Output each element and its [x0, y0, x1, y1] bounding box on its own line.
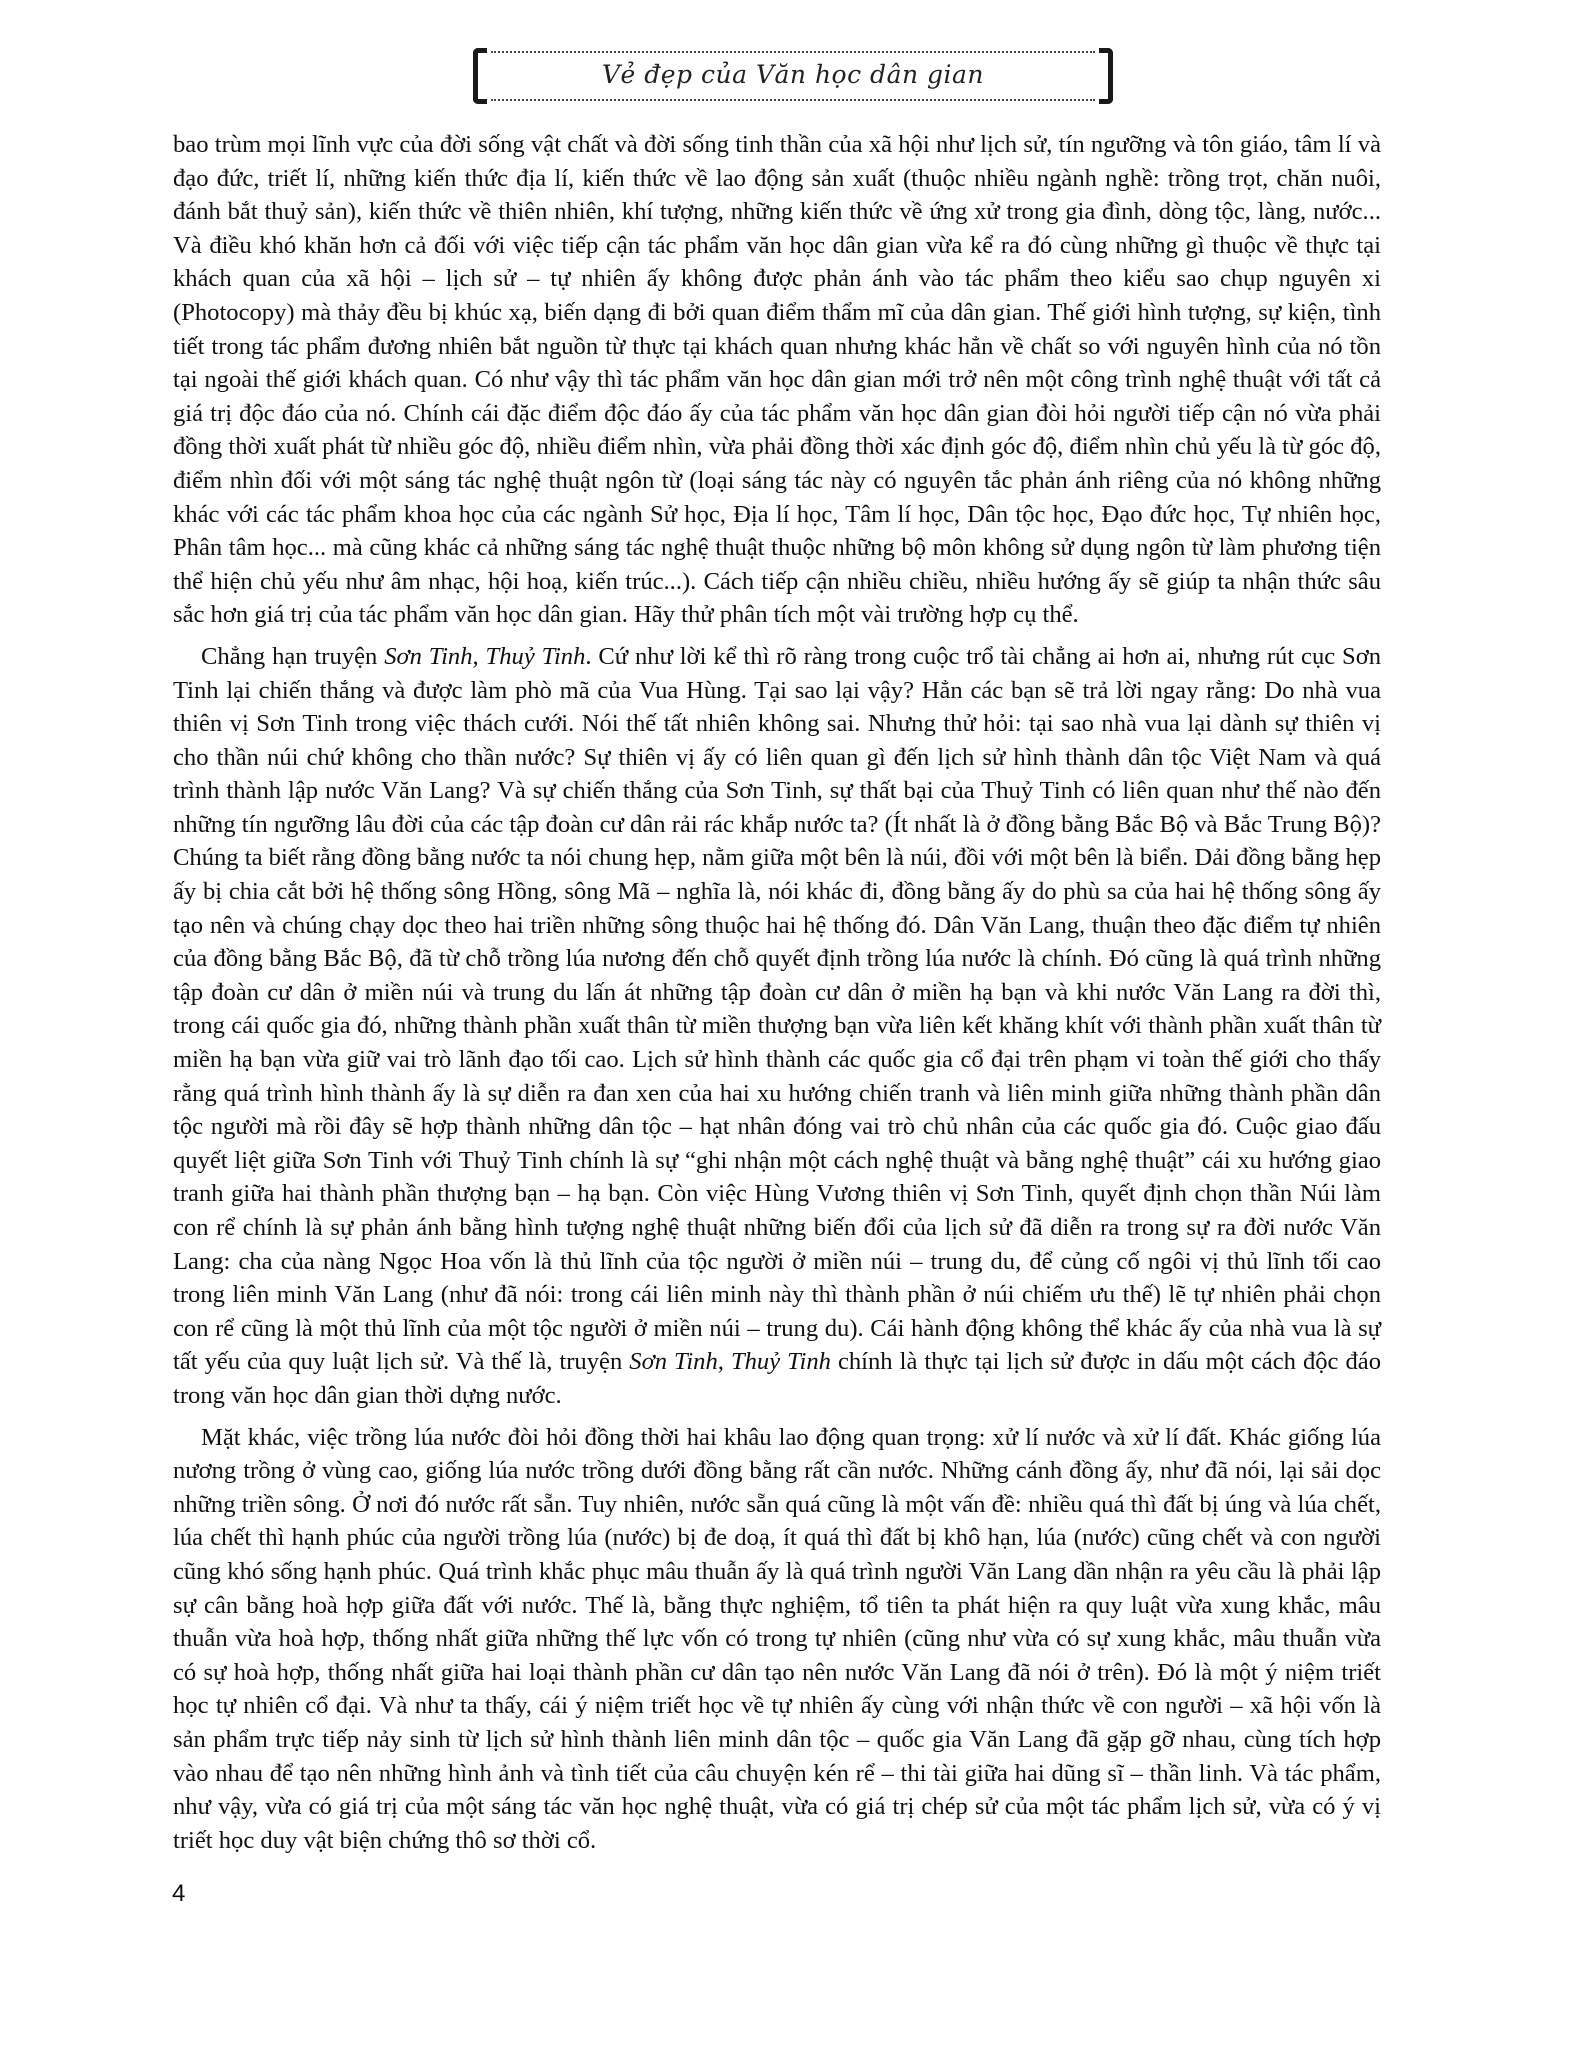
paragraph-2 — [173, 640, 1381, 1413]
paragraph-2-part-a: Chẳng hạn truyện — [201, 642, 385, 670]
page-number: 4 — [172, 1880, 186, 1907]
header-bracket-right — [1099, 48, 1113, 104]
running-header-title: Vẻ đẹp của Văn học dân gian — [601, 60, 985, 89]
header-rule-top — [491, 51, 1095, 53]
body-text — [173, 128, 1381, 1857]
paragraph-1: bao trùm mọi lĩnh vực của đời sống vật chất và đời sống tinh thần của xã hội như lịch sử, tín ngưỡng và tôn giáo, tâm lí và đạo đức, triết lí, những kiến thức địa lí, kiến thức về lao động sản xuất (thuộc nhiều ngành nghề: trồng trọt, chăn nuôi, đánh bắt thuỷ sản), kiến thức về thiên nhiên, khí tượng, những kiến thức về ứng xử trong gia đình, dòng tộc, làng, nước... Và điều khó khăn hơn cả đối với việc tiếp cận tác phẩm văn học dân gian vừa kể ra đó cùng những gì thuộc về thực tại khách quan của xã hội – lịch sử – tự nhiên ấy không được phản ánh vào tác phẩm theo kiểu sao chụp nguyên xi (Photocopy) mà thảy đều bị khúc xạ, biến dạng đi bởi quan điểm thẩm mĩ của dân gian. Thế giới hình tượng, sự kiện, tình tiết trong tác phẩm đương nhiên bắt nguồn từ thực tại khách quan nhưng khác hẳn về chất so với nguyên hình của nó tồn tại ngoài thế giới khách quan. Có như vậy thì tác phẩm văn học dân gian mới trở nên một công trình nghệ thuật với tất cả giá trị độc đáo của nó. Chính cái đặc điểm độc đáo ấy của tác phẩm văn học dân gian đòi hỏi người tiếp cận nó vừa phải đồng thời xuất phát từ nhiều góc độ, nhiều điểm nhìn, vừa phải đồng thời xác định góc độ, điểm nhìn chủ yếu là từ góc độ, điểm nhìn đối với một sáng tác nghệ thuật ngôn từ (loại sáng tác này có nguyên tắc phản ánh riêng của nó không những khác với các tác phẩm khoa học của các ngành Sử học, Địa lí học, Tâm lí học, Dân tộc học, Đạo đức học, Tự nhiên học, Phân tâm học... mà cũng khác cả những sáng tác nghệ thuật thuộc những bộ môn không sử dụng ngôn từ làm phương tiện thể hiện chủ yếu như âm nhạc, hội hoạ, kiến trúc...). Cách tiếp cận nhiều chiều, nhiều hướng ấy sẽ giúp ta nhận thức sâu sắc hơn giá trị của tác phẩm văn học dân gian. Hãy thử phân tích một vài trường hợp cụ thể. — [173, 131, 1381, 629]
paragraph-2-part-c: chính là thực tại lịch sử được in dấu một cách độc đáo trong văn học dân gian thời dựng nước. — [173, 1348, 1381, 1409]
story-title: Sơn Tinh, Thuỷ Tinh — [384, 642, 586, 670]
header-rule-bottom — [491, 99, 1095, 101]
story-title-second: Sơn Tinh, Thuỷ Tinh — [629, 1348, 831, 1376]
paragraph-2-part-b: . Cứ như lời kể thì rõ ràng trong cuộc trổ tài chẳng ai hơn ai, nhưng rút cục Sơn Tinh lại chiến thắng và được làm phò mã của Vua Hùng. Tại sao lại vậy? Hẳn các bạn sẽ trả lời ngay rằng: Do nhà vua thiên vị Sơn Tinh trong việc thách cưới. Nói thế tất nhiên không sai. Nhưng thử hỏi: tại sao nhà vua lại dành sự thiên vị cho thần núi chứ không cho thần nước? Sự thiên vị ấy có liên quan gì đến lịch sử hình thành dân tộc Việt Nam và quá trình thành lập nước Văn Lang? Và sự chiến thắng của Sơn Tinh, sự thất bại của Thuỷ Tinh có liên quan như thế nào đến những tín ngưỡng lâu đời của các tập đoàn cư dân rải rác khắp nước ta? (Ít nhất là ở đồng bằng Bắc Bộ và Bắc Trung Bộ)? Chúng ta biết rằng đồng bằng nước ta nói chung hẹp, nằm giữa một bên là núi, đồi với một bên là biển. Dải đồng bằng hẹp ấy bị chia cắt bởi hệ thống sông Hồng, sông Mã – nghĩa là, nói khác đi, đồng bằng ấy do phù sa của hai hệ thống sông ấy tạo nên và chúng chạy dọc theo hai triền những sông thuộc hai hệ thống đó. Dân Văn Lang, thuận theo đặc điểm tự nhiên của đồng bằng Bắc Bộ, đã từ chỗ trồng lúa nương đến chỗ quyết định trồng lúa nước là chính. Đó cũng là quá trình những tập đoàn cư dân ở miền núi và trung du lấn át những tập đoàn cư dân ở miền hạ bạn và khi nước Văn Lang ra đời thì, trong cái quốc gia đó, những thành phần xuất thân từ miền thượng bạn vừa liên kết khăng khít với thành phần xuất thân từ miền hạ bạn vừa giữ vai trò lãnh đạo tối cao. Lịch sử hình thành các quốc gia cổ đại trên phạm vi toàn thế giới cho thấy rằng quá trình hình thành ấy là sự diễn ra đan xen của hai xu hướng chiến tranh và liên minh giữa những thành phần dân tộc người mà rồi đây sẽ hợp thành những dân tộc – hạt nhân đóng vai trò chủ nhân của các quốc gia đó. Cuộc giao đấu quyết liệt giữa Sơn Tinh với Thuỷ Tinh chính là sự “ghi nhận một cách nghệ thuật và bằng nghệ thuật” cái xu hướng giao tranh giữa hai thành phần thượng bạn – hạ bạn. Còn việc Hùng Vương thiên vị Sơn Tinh, quyết định chọn thần Núi làm con rể chính là sự phản ánh bằng hình tượng nghệ thuật những biến đổi của lịch sử đã diễn ra trong sự ra đời nước Văn Lang: cha của nàng Ngọc Hoa vốn là thủ lĩnh của tộc người ở miền núi – trung du, để củng cố ngôi vị thủ lĩnh tối cao trong liên minh Văn Lang (như đã nói: trong cái liên minh này thì thành phần ở núi chiếm ưu thế) lẽ tự nhiên phải chọn con rể cũng là một thủ lĩnh của một tộc người ở miền núi – trung du). Cái hành động không thể khác ấy của nhà vua là sự tất yếu của quy luật lịch sử. Và thế là, truyện — [173, 642, 1382, 1376]
running-header — [473, 48, 1113, 104]
paragraph-3: Mặt khác, việc trồng lúa nước đòi hỏi đồng thời hai khâu lao động quan trọng: xử lí nước và xử lí đất. Khác giống lúa nương trồng ở vùng cao, giống lúa nước trồng dưới đồng bằng rất cần nước. Những cánh đồng ấy, như đã nói, lại sải dọc những triền sông. Ở nơi đó nước rất sẵn. Tuy nhiên, nước sẵn quá cũng là một vấn đề: nhiều quá thì đất bị úng và lúa chết, lúa chết thì hạnh phúc của người trồng lúa (nước) bị đe doạ, ít quá thì đất bị khô hạn, lúa (nước) cũng chết và con người cũng khó sống hạnh phúc. Quá trình khắc phục mâu thuẫn ấy là quá trình người Văn Lang dần nhận ra yêu cầu là phải lập sự cân bằng hoà hợp giữa đất với nước. Thế là, bằng thực nghiệm, tổ tiên ta phát hiện ra quy luật vừa xung khắc, mâu thuẫn vừa hoà hợp, thống nhất giữa những thế lực vốn có trong tự nhiên (cũng như vừa có sự xung khắc, mâu thuẫn vừa có sự hoà hợp, thống nhất giữa hai loại thành phần cư dân tạo nên nước Văn Lang đã nói ở trên). Đó là một ý niệm triết học tự nhiên cổ đại. Và như ta thấy, cái ý niệm triết học về tự nhiên ấy cùng với nhận thức về con người – xã hội vốn là sản phẩm trực tiếp nảy sinh từ lịch sử hình thành liên minh dân tộc – quốc gia Văn Lang đã gặp gỡ nhau, cùng tích hợp vào nhau để tạo nên những hình ảnh và tình tiết của câu chuyện kén rể – thi tài giữa hai dũng sĩ – thần linh. Và tác phẩm, như vậy, vừa có giá trị của một sáng tác văn học nghệ thuật, vừa có giá trị chép sử của một tác phẩm lịch sử, vừa có ý vị triết học duy vật biện chứng thô sơ thời cổ. — [173, 1423, 1381, 1854]
